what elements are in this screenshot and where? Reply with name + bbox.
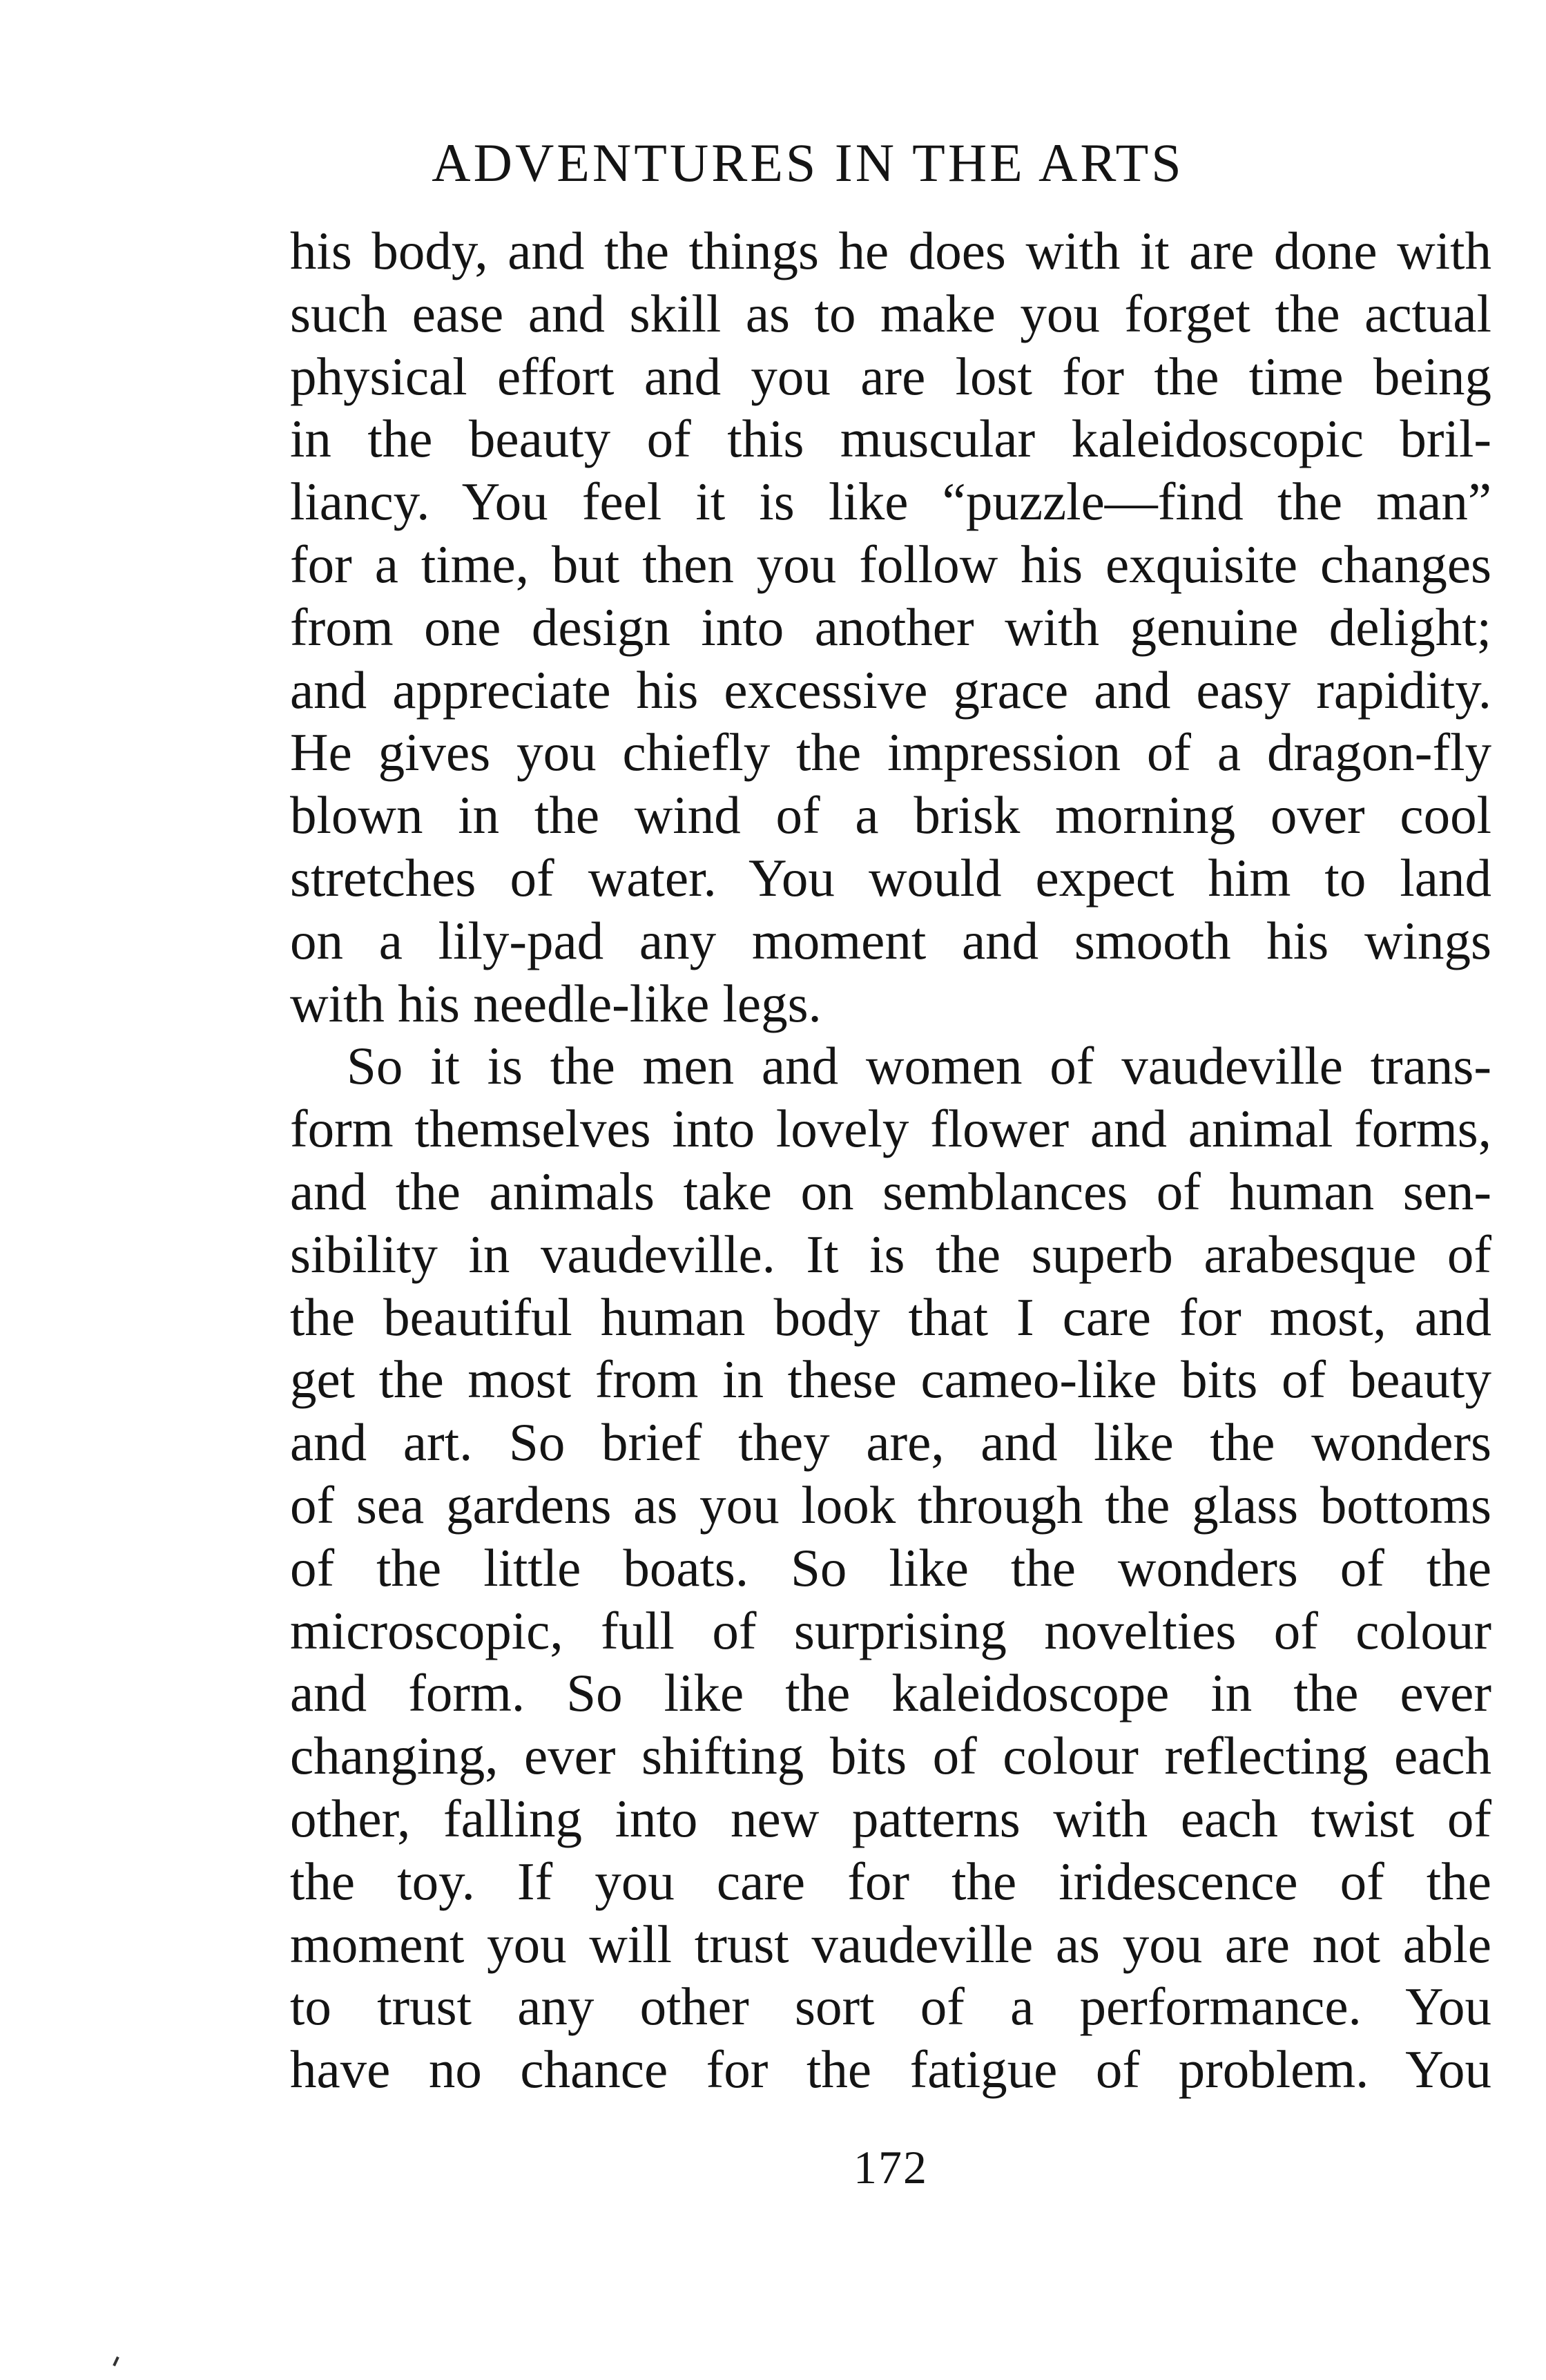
text-line: with his needle-like legs. xyxy=(290,973,822,1033)
text-line: other, falling into new patterns with each twist of xyxy=(290,1788,1491,1848)
running-head: ADVENTURES IN THE ARTS xyxy=(432,133,1184,193)
text-line: for a time, but then you follow his exquisite changes xyxy=(290,534,1491,594)
text-line: He gives you chiefly the impression of a dragon-fly xyxy=(290,722,1491,783)
page-number: 172 xyxy=(853,2141,928,2194)
text-line: in the beauty of this muscular kaleidoscopic bril- xyxy=(290,409,1491,469)
body-text xyxy=(290,220,1491,2101)
text-line: his body, and the things he does with it are done with xyxy=(290,221,1491,280)
text-line: and the animals take on semblances of human sen- xyxy=(290,1161,1491,1221)
text-line: form themselves into lovely flower and animal forms, xyxy=(290,1099,1491,1159)
text-line: to trust any other sort of a performance. You xyxy=(290,1977,1491,2037)
text-line: physical effort and you are lost for the time being xyxy=(290,346,1491,406)
text-line: So it is the men and women of vaudeville trans- xyxy=(347,1036,1491,1096)
text-line: microscopic, full of surprising novelties of colour xyxy=(290,1600,1491,1660)
text-line: moment you will trust vaudeville as you are not able xyxy=(290,1914,1491,1974)
text-line: changing, ever shifting bits of colour reflecting each xyxy=(290,1726,1491,1786)
ink-speck xyxy=(113,2357,119,2366)
text-line: the beautiful human body that I care for most, and xyxy=(290,1287,1491,1347)
text-line: from one design into another with genuine delight; xyxy=(290,597,1491,657)
text-line: blown in the wind of a brisk morning over cool xyxy=(290,785,1491,845)
text-line: and form. So like the kaleidoscope in the ever xyxy=(290,1663,1491,1723)
text-line: have no chance for the fatigue of problem. You xyxy=(290,2040,1491,2100)
text-line: and art. So brief they are, and like the wonders xyxy=(290,1412,1491,1472)
text-line: and appreciate his excessive grace and easy rapidity. xyxy=(290,660,1491,720)
text-line: of sea gardens as you look through the glass bottoms xyxy=(290,1475,1491,1535)
text-line: liancy. You feel it is like “puzzle—find the man” xyxy=(290,472,1491,532)
text-line: stretches of water. You would expect him to land xyxy=(290,847,1491,908)
paragraph-1 xyxy=(290,220,1491,1035)
text-line: get the most from in these cameo-like bits of beauty xyxy=(290,1350,1491,1410)
text-line: sibility in vaudeville. It is the superb arabesque of xyxy=(290,1224,1491,1284)
text-line: the toy. If you care for the iridescence of the xyxy=(290,1851,1491,1911)
paragraph-2 xyxy=(290,1035,1491,2101)
text-line: such ease and skill as to make you forget the actual xyxy=(290,283,1491,343)
text-line: of the little boats. So like the wonders of the xyxy=(290,1537,1491,1597)
text-line: on a lily-pad any moment and smooth his wings xyxy=(290,910,1491,970)
